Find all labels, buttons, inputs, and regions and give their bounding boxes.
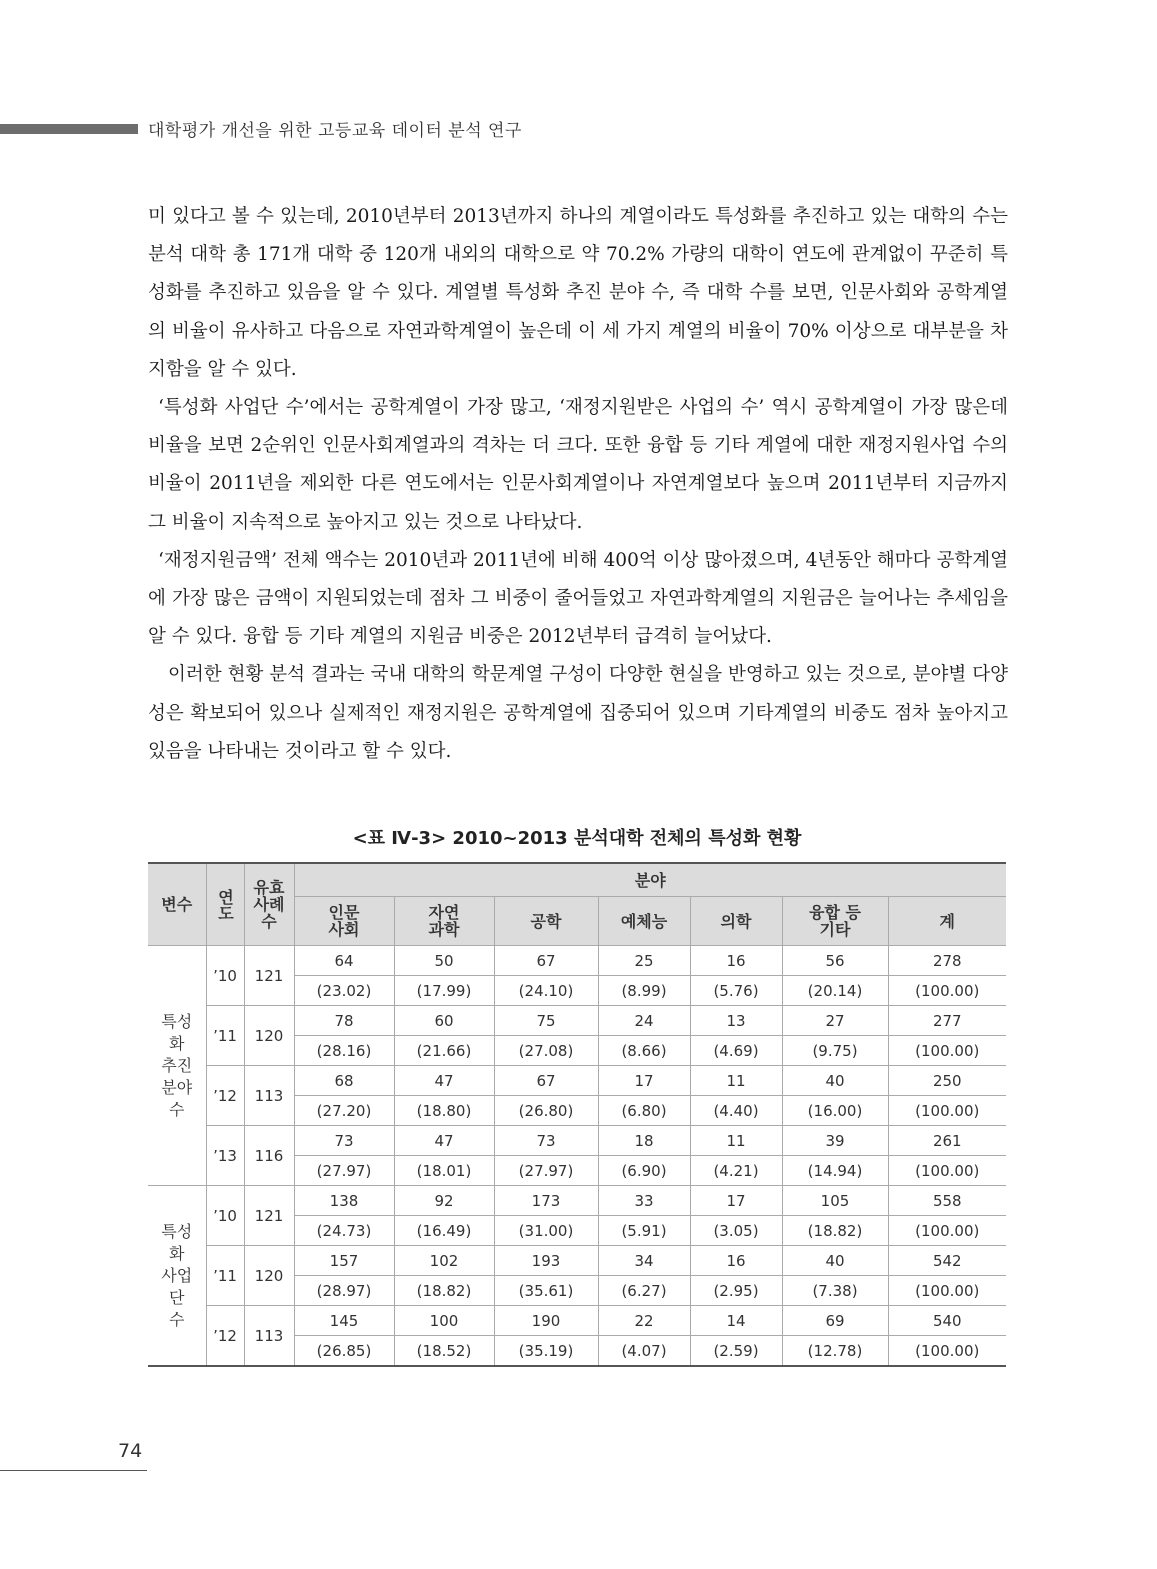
count-cell: 261: [888, 1126, 1006, 1156]
header-valid-cases: [244, 863, 294, 946]
count-cell: 157: [294, 1246, 394, 1276]
table-body: [148, 946, 1006, 1367]
valid-cases-cell: 113: [244, 1066, 294, 1126]
percent-cell: (6.27): [598, 1276, 690, 1306]
count-cell: 47: [394, 1126, 494, 1156]
percent-cell: (16.49): [394, 1216, 494, 1246]
count-cell: 540: [888, 1306, 1006, 1336]
percent-cell: (100.00): [888, 1036, 1006, 1066]
percent-cell: (9.75): [782, 1036, 888, 1066]
count-cell: 13: [690, 1006, 782, 1036]
count-cell: 250: [888, 1066, 1006, 1096]
variable-name: [148, 946, 206, 1186]
percent-cell: (26.85): [294, 1336, 394, 1367]
count-cell: 17: [598, 1066, 690, 1096]
count-cell: 18: [598, 1126, 690, 1156]
count-cell: 193: [494, 1246, 598, 1276]
valid-cases-cell: 113: [244, 1306, 294, 1367]
table-row: [148, 1306, 1006, 1336]
table-caption: <표 Ⅳ-3> 2010~2013 분석대학 전체의 특성화 현황: [352, 828, 802, 849]
count-cell: 27: [782, 1006, 888, 1036]
percent-cell: (7.38): [782, 1276, 888, 1306]
count-cell: 11: [690, 1126, 782, 1156]
table-row: [148, 1066, 1006, 1096]
percent-cell: (4.40): [690, 1096, 782, 1126]
count-cell: 64: [294, 946, 394, 976]
variable-name-label: 특성화 추진 분야 수: [161, 1011, 193, 1119]
percent-cell: (4.69): [690, 1036, 782, 1066]
count-cell: 145: [294, 1306, 394, 1336]
header-col-other-label: 융합 등 기타: [809, 903, 861, 939]
count-cell: 100: [394, 1306, 494, 1336]
percent-cell: (27.08): [494, 1036, 598, 1066]
valid-cases-cell: 121: [244, 1186, 294, 1246]
header-variable: 변수: [148, 863, 206, 946]
year-cell: ’12: [206, 1306, 244, 1367]
percent-cell: (2.59): [690, 1336, 782, 1367]
percent-cell: (18.52): [394, 1336, 494, 1367]
count-cell: 78: [294, 1006, 394, 1036]
year-cell: ’13: [206, 1126, 244, 1186]
percent-cell: (100.00): [888, 1276, 1006, 1306]
paragraph-4: 이러한 현황 분석 결과는 국내 대학의 학문계열 구성이 다양한 현실을 반영하고 있는 것으로, 분야별 다양성은 확보되어 있으나 실제적인 재정지원은 공학계열에 집중되어 있으며 기타계열의 비중도 점차 높아지고 있음을 나타내는 것이라고 할 수 있다.: [148, 664, 1008, 762]
count-cell: 105: [782, 1186, 888, 1216]
header-col-medicine: 의학: [690, 897, 782, 946]
valid-cases-cell: 116: [244, 1126, 294, 1186]
count-cell: 33: [598, 1186, 690, 1216]
valid-cases-cell: 121: [244, 946, 294, 1006]
percent-cell: (5.76): [690, 976, 782, 1006]
percent-cell: (23.02): [294, 976, 394, 1006]
table-row: [148, 946, 1006, 976]
table-row: [148, 1246, 1006, 1276]
percent-cell: (18.80): [394, 1096, 494, 1126]
year-cell: ’11: [206, 1006, 244, 1066]
header-col-arts: 예체능: [598, 897, 690, 946]
percent-cell: (100.00): [888, 976, 1006, 1006]
count-cell: 24: [598, 1006, 690, 1036]
percent-cell: (35.19): [494, 1336, 598, 1367]
count-cell: 40: [782, 1246, 888, 1276]
percent-cell: (18.82): [394, 1276, 494, 1306]
running-header-title: 대학평가 개선을 위한 고등교육 데이터 분석 연구: [148, 121, 522, 141]
count-cell: 11: [690, 1066, 782, 1096]
year-cell: ’10: [206, 946, 244, 1006]
year-cell: ’12: [206, 1066, 244, 1126]
header-valid-cases-label: 유효사례수: [253, 878, 285, 931]
percent-cell: (16.00): [782, 1096, 888, 1126]
count-cell: 67: [494, 946, 598, 976]
percent-cell: (24.73): [294, 1216, 394, 1246]
year-cell: ’10: [206, 1186, 244, 1246]
header-col-science-label: 자연과학: [428, 903, 460, 939]
count-cell: 50: [394, 946, 494, 976]
header-col-humanities: [294, 897, 394, 946]
percent-cell: (21.66): [394, 1036, 494, 1066]
percent-cell: (28.97): [294, 1276, 394, 1306]
percent-cell: (100.00): [888, 1096, 1006, 1126]
percent-cell: (8.66): [598, 1036, 690, 1066]
percent-cell: (8.99): [598, 976, 690, 1006]
percent-cell: (3.05): [690, 1216, 782, 1246]
count-cell: 138: [294, 1186, 394, 1216]
header-year: 연도: [206, 863, 244, 946]
percent-cell: (14.94): [782, 1156, 888, 1186]
percent-cell: (12.78): [782, 1336, 888, 1367]
count-cell: 92: [394, 1186, 494, 1216]
count-cell: 16: [690, 946, 782, 976]
percent-cell: (4.21): [690, 1156, 782, 1186]
percent-cell: (2.95): [690, 1276, 782, 1306]
footer-line: [0, 1470, 147, 1471]
percent-cell: (24.10): [494, 976, 598, 1006]
body-text: [148, 198, 1008, 771]
percent-cell: (35.61): [494, 1276, 598, 1306]
count-cell: 173: [494, 1186, 598, 1216]
paragraph-2: ‘특성화 사업단 수’에서는 공학계열이 가장 많고, ‘재정지원받은 사업의 수’ 역시 공학계열이 가장 많은데 비율을 보면 2순위인 인문사회계열과의 격차는 더 크다. 또한 융합 등 기타 계열에 대한 재정지원사업 수의 비율이 2011년을 제외한 다른 연도에서는 인문사회계열이나 자연계열보다 높으며 2011년부터 지금까지 그 비율이 지속적으로 높아지고 있는 것으로 나타났다.: [148, 397, 1008, 533]
header-col-other: [782, 897, 888, 946]
count-cell: 190: [494, 1306, 598, 1336]
count-cell: 56: [782, 946, 888, 976]
valid-cases-cell: 120: [244, 1246, 294, 1306]
header-col-engineering: 공학: [494, 897, 598, 946]
count-cell: 558: [888, 1186, 1006, 1216]
count-cell: 102: [394, 1246, 494, 1276]
count-cell: 25: [598, 946, 690, 976]
percent-cell: (26.80): [494, 1096, 598, 1126]
percent-cell: (100.00): [888, 1336, 1006, 1367]
count-cell: 69: [782, 1306, 888, 1336]
paragraph-3: ‘재정지원금액’ 전체 액수는 2010년과 2011년에 비해 400억 이상 많아졌으며, 4년동안 해마다 공학계열에 가장 많은 금액이 지원되었는데 점차 그 비중이 줄어들었고 자연과학계열의 지원금은 늘어나는 추세임을 알 수 있다. 융합 등 기타 계열의 지원금 비중은 2012년부터 급격히 늘어났다.: [148, 549, 1008, 648]
percent-cell: (27.97): [294, 1156, 394, 1186]
count-cell: 67: [494, 1066, 598, 1096]
percent-cell: (31.00): [494, 1216, 598, 1246]
header-col-science: [394, 897, 494, 946]
percent-cell: (17.99): [394, 976, 494, 1006]
variable-name-label: 특성화 사업단 수: [161, 1221, 193, 1329]
header-field: 분야: [294, 863, 1006, 897]
count-cell: 278: [888, 946, 1006, 976]
count-cell: 47: [394, 1066, 494, 1096]
count-cell: 75: [494, 1006, 598, 1036]
header-col-humanities-label: 인문사회: [328, 903, 360, 939]
year-cell: ’11: [206, 1246, 244, 1306]
header-bar: [0, 124, 138, 134]
table-row: [148, 1126, 1006, 1156]
count-cell: 22: [598, 1306, 690, 1336]
percent-cell: (5.91): [598, 1216, 690, 1246]
header-col-total: 계: [888, 897, 1006, 946]
percent-cell: (27.97): [494, 1156, 598, 1186]
percent-cell: (100.00): [888, 1216, 1006, 1246]
percent-cell: (18.01): [394, 1156, 494, 1186]
percent-cell: (18.82): [782, 1216, 888, 1246]
percent-cell: (6.80): [598, 1096, 690, 1126]
specialization-table: [148, 862, 1006, 1367]
count-cell: 542: [888, 1246, 1006, 1276]
variable-name: [148, 1186, 206, 1367]
count-cell: 73: [494, 1126, 598, 1156]
valid-cases-cell: 120: [244, 1006, 294, 1066]
count-cell: 14: [690, 1306, 782, 1336]
paragraph-1: 미 있다고 볼 수 있는데, 2010년부터 2013년까지 하나의 계열이라도 특성화를 추진하고 있는 대학의 수는 분석 대학 총 171개 대학 중 120개 내외의 대학으로 약 70.2% 가량의 대학이 연도에 관계없이 꾸준히 특성화를 추진하고 있음을 알 수 있다. 계열별 특성화 추진 분야 수, 즉 대학 수를 보면, 인문사회와 공학계열의 비율이 유사하고 다음으로 자연과학계열이 높은데 이 세 가지 계열의 비율이 70% 이상으로 대부분을 차지함을 알 수 있다.: [148, 206, 1008, 380]
percent-cell: (100.00): [888, 1156, 1006, 1186]
count-cell: 73: [294, 1126, 394, 1156]
percent-cell: (4.07): [598, 1336, 690, 1367]
count-cell: 68: [294, 1066, 394, 1096]
percent-cell: (27.20): [294, 1096, 394, 1126]
count-cell: 39: [782, 1126, 888, 1156]
count-cell: 277: [888, 1006, 1006, 1036]
percent-cell: (28.16): [294, 1036, 394, 1066]
percent-cell: (6.90): [598, 1156, 690, 1186]
count-cell: 60: [394, 1006, 494, 1036]
table-row: [148, 1006, 1006, 1036]
count-cell: 34: [598, 1246, 690, 1276]
percent-cell: (20.14): [782, 976, 888, 1006]
table-row: [148, 1186, 1006, 1216]
count-cell: 17: [690, 1186, 782, 1216]
count-cell: 40: [782, 1066, 888, 1096]
count-cell: 16: [690, 1246, 782, 1276]
page-number: 74: [118, 1440, 143, 1462]
